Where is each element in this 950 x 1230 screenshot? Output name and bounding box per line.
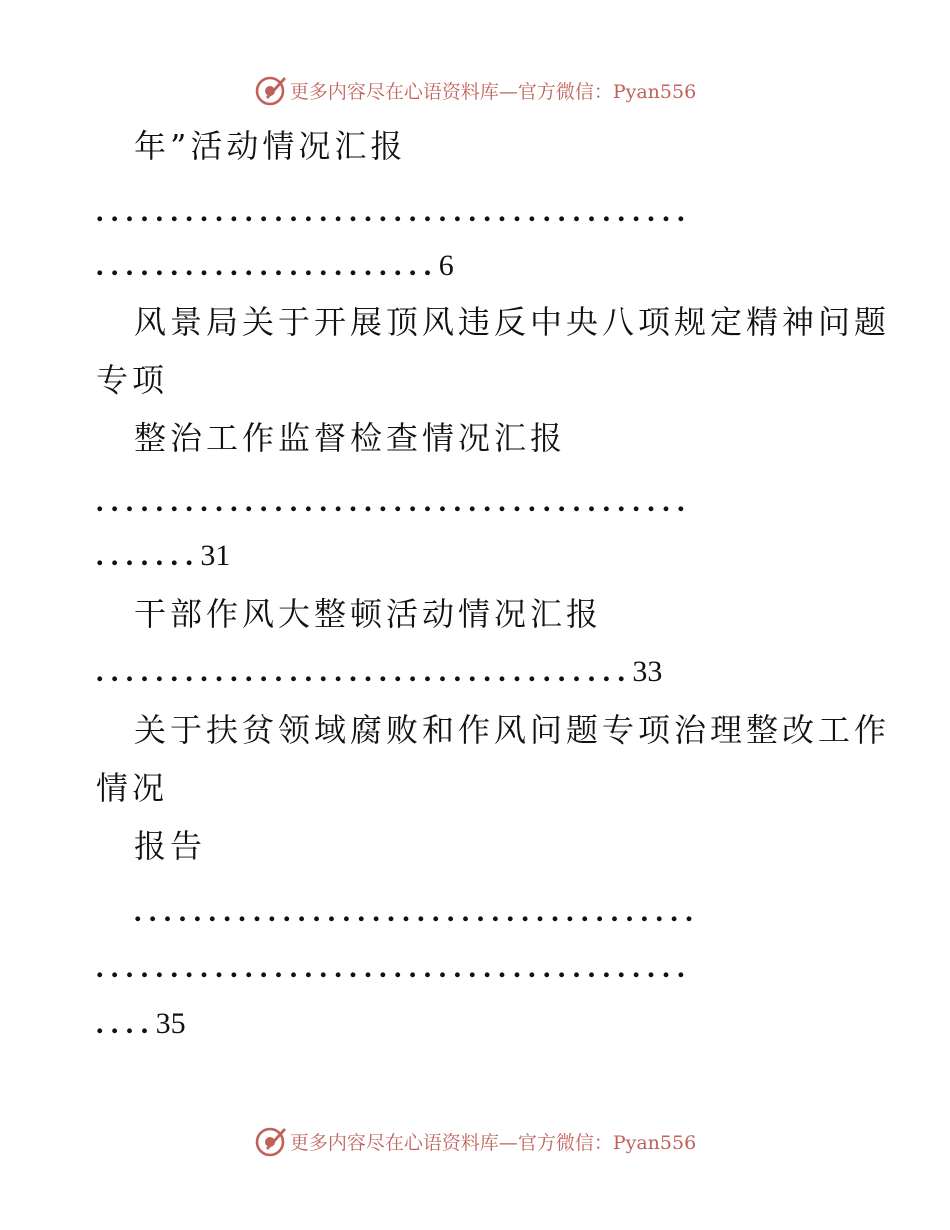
toc-entry-3-leader: .................................... — [96, 655, 633, 688]
header-text: 更多内容尽在心语资料库—官方微信：Pyan556 — [289, 80, 697, 103]
toc-entry-2-leader-end — [96, 536, 230, 576]
toc-entry-1-leader: ........................................ — [96, 195, 692, 228]
toc-entry-4-title-line-3: 报告 — [134, 827, 207, 865]
toc-entry-4-title-line-1: 关于扶贫领域腐败和作风问题专项治理整改工作 — [134, 711, 891, 749]
toc-entry-1-title: 年”活动情况汇报 — [134, 127, 407, 165]
toc-entry-4-page: 35 — [155, 1007, 186, 1040]
toc-entry-3-page: 33 — [632, 655, 663, 688]
toc-entry-1-page: 6 — [438, 249, 454, 282]
pen-logo-icon — [254, 1124, 288, 1158]
toc-entry-4-leader-end — [96, 1004, 186, 1044]
header-banner — [0, 70, 950, 110]
toc-entry-2-title-line-2: 专项 — [96, 361, 169, 399]
toc-entry-2-leader-2: ....... — [96, 539, 201, 572]
toc-entry-2-title-line-3: 整治工作监督检查情况汇报 — [134, 419, 567, 457]
toc-entry-4-title-line-2: 情况 — [96, 769, 169, 807]
toc-entry-2-page: 31 — [200, 539, 231, 572]
toc-entry-1-leader-end — [96, 246, 454, 286]
toc-entry-1-leader-2: ....................... — [96, 249, 439, 282]
toc-entry-3-leader-end — [96, 652, 662, 692]
toc-entry-2-title-line-1: 风景局关于开展顶风违反中央八项规定精神问题 — [134, 303, 891, 341]
toc-entry-2-leader: ........................................ — [96, 485, 692, 518]
toc-entry-4-leader-2: ........................................ — [96, 951, 692, 984]
toc-entry-3-title: 干部作风大整顿活动情况汇报 — [134, 595, 603, 633]
footer-text: 更多内容尽在心语资料库—官方微信：Pyan556 — [289, 1131, 697, 1154]
pen-logo-icon — [254, 73, 288, 107]
toc-entry-4-leader-1: ...................................... — [134, 895, 701, 928]
footer-banner — [0, 1121, 950, 1161]
toc-entry-4-leader-3: .... — [96, 1007, 156, 1040]
